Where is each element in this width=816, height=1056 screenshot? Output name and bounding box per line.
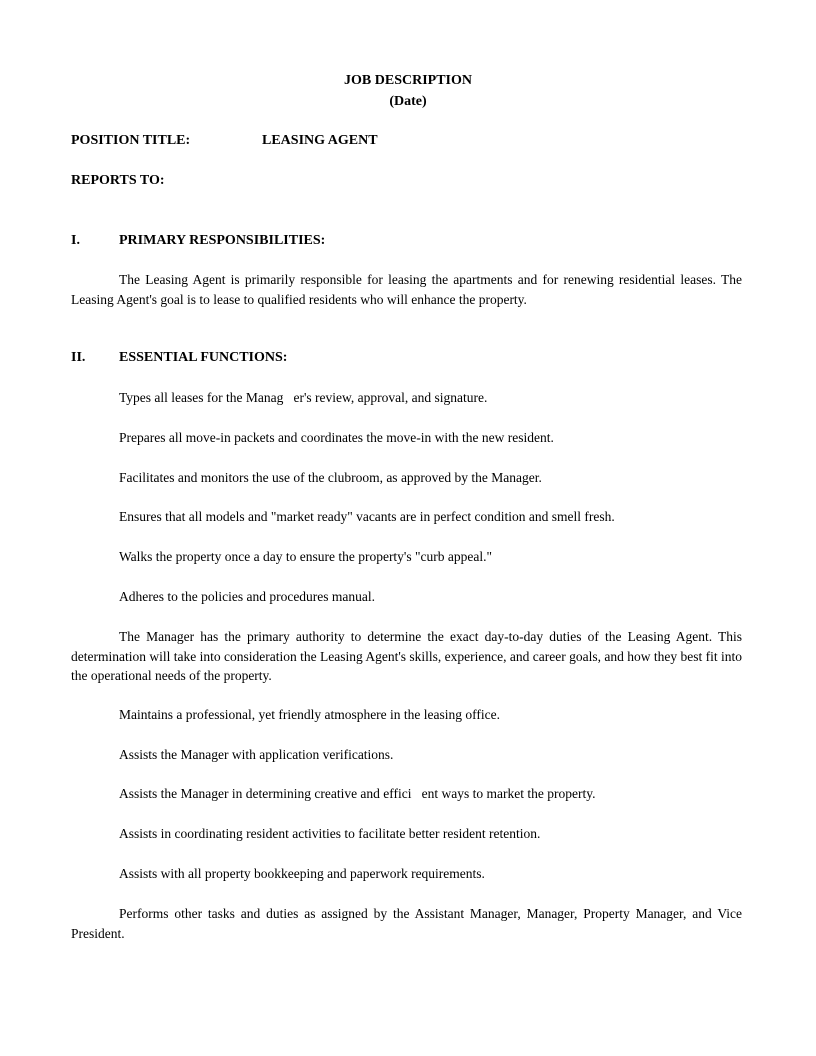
function-item: Adheres to the policies and procedures manual. [119, 589, 376, 604]
primary-responsibilities-text: The Leasing Agent is primarily responsible for leasing the apartments and for renewing residential leases. The Leasing Agent's goal is to lease to qualified residents who will enhance the property. [71, 272, 742, 307]
section-2-numeral: II. [71, 350, 86, 365]
function-item: Assists with all property bookkeeping and paperwork requirements. [119, 866, 485, 881]
position-title-label: POSITION TITLE: [71, 133, 191, 148]
position-title-value: LEASING AGENT [262, 133, 378, 148]
section-1-heading: PRIMARY RESPONSIBILITIES: [119, 233, 326, 248]
section-1-numeral: I. [71, 233, 80, 248]
function-item: Types all leases for the Manag er's review, approval, and signature. [119, 390, 488, 405]
function-item: Assists the Manager in determining creative and effici ent ways to market the property. [119, 786, 596, 801]
function-item: Ensures that all models and "market ready" vacants are in perfect condition and smell fresh. [119, 509, 615, 524]
section-2-heading: ESSENTIAL FUNCTIONS: [119, 350, 288, 365]
other-tasks-paragraph: Performs other tasks and duties as assigned by the Assistant Manager, Manager, Property Manager, and Vice President. [71, 906, 742, 941]
document-title: JOB DESCRIPTION [344, 73, 472, 88]
function-item: Assists the Manager with application verifications. [119, 747, 394, 762]
function-item: Facilitates and monitors the use of the clubroom, as approved by the Manager. [119, 470, 542, 485]
function-item: Maintains a professional, yet friendly atmosphere in the leasing office. [119, 707, 501, 722]
reports-to-label: REPORTS TO: [71, 173, 165, 188]
function-item: Prepares all move-in packets and coordinates the move-in with the new resident. [119, 430, 554, 445]
function-item: Assists in coordinating resident activities to facilitate better resident retention. [119, 826, 541, 841]
document-date: (Date) [389, 94, 427, 109]
function-item: Walks the property once a day to ensure the property's "curb appeal." [119, 549, 492, 564]
manager-duties-paragraph: The Manager has the primary authority to determine the exact day-to-day duties of the Leasing Agent. This determination will take into consideration the Leasing Agent's skills, experience, and career goals, and how they best fit into the operational needs of the property. [71, 629, 742, 683]
